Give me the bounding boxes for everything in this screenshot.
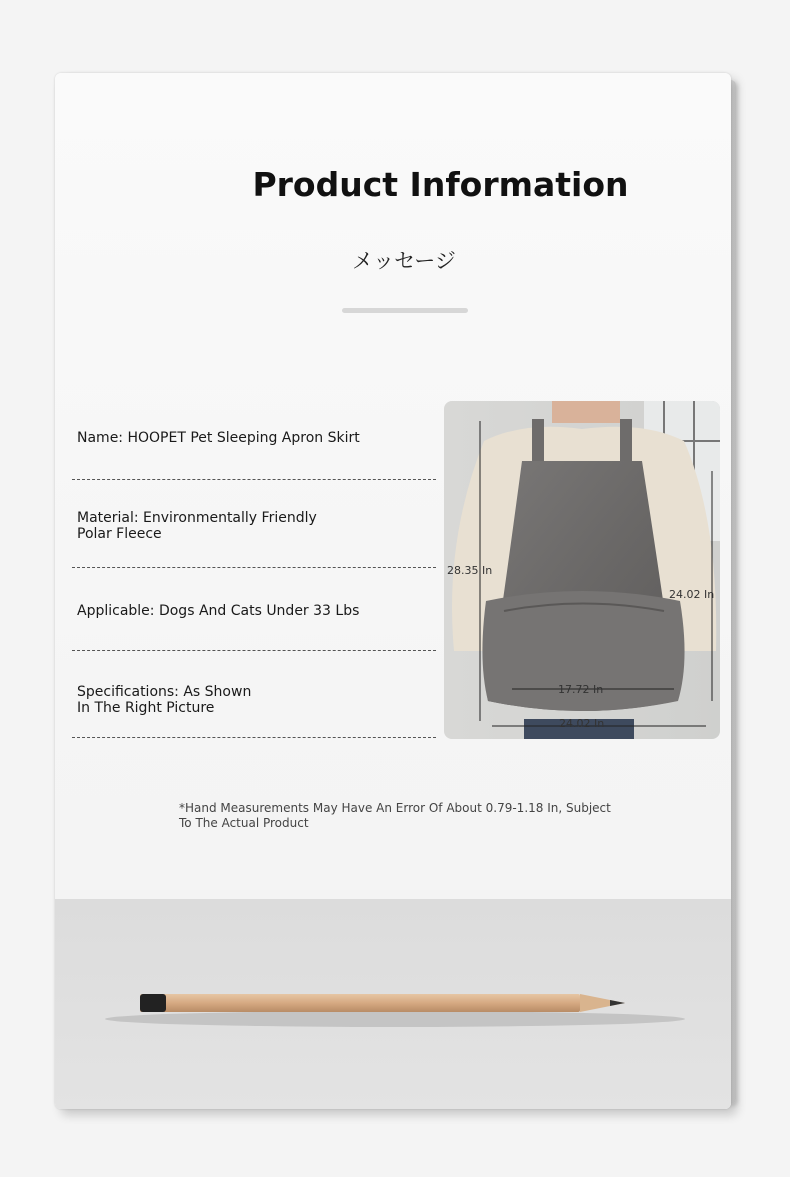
measurement-note: *Hand Measurements May Have An Error Of About 0.79-1.18 In, Subject To The Actual Product bbox=[179, 801, 611, 830]
page-title: Product Information bbox=[252, 165, 629, 204]
spec-divider bbox=[72, 650, 436, 651]
spec-specifications: Specifications: As Shown In The Right Picture bbox=[77, 684, 252, 716]
product-info-card bbox=[55, 73, 731, 1109]
product-photo bbox=[444, 401, 720, 739]
side-dimension-label: 24.02 In bbox=[669, 588, 715, 601]
spec-material: Material: Environmentally Friendly Polar Fleece bbox=[77, 510, 317, 542]
inner-width-dimension-label: 17.72 In bbox=[558, 683, 604, 696]
spec-name: Name: HOOPET Pet Sleeping Apron Skirt bbox=[77, 430, 360, 446]
spec-applicable: Applicable: Dogs And Cats Under 33 Lbs bbox=[77, 603, 360, 619]
height-dimension-label: 28.35 In bbox=[447, 564, 493, 577]
decorative-panel bbox=[55, 899, 731, 1109]
spec-divider bbox=[72, 567, 436, 568]
title-divider bbox=[342, 308, 468, 313]
spec-divider bbox=[72, 479, 436, 480]
pencil-icon bbox=[55, 899, 731, 1109]
page-subtitle: メッセージ bbox=[352, 249, 456, 273]
spec-divider bbox=[72, 737, 436, 738]
bottom-width-dimension-label: 24.02 In bbox=[559, 717, 605, 730]
